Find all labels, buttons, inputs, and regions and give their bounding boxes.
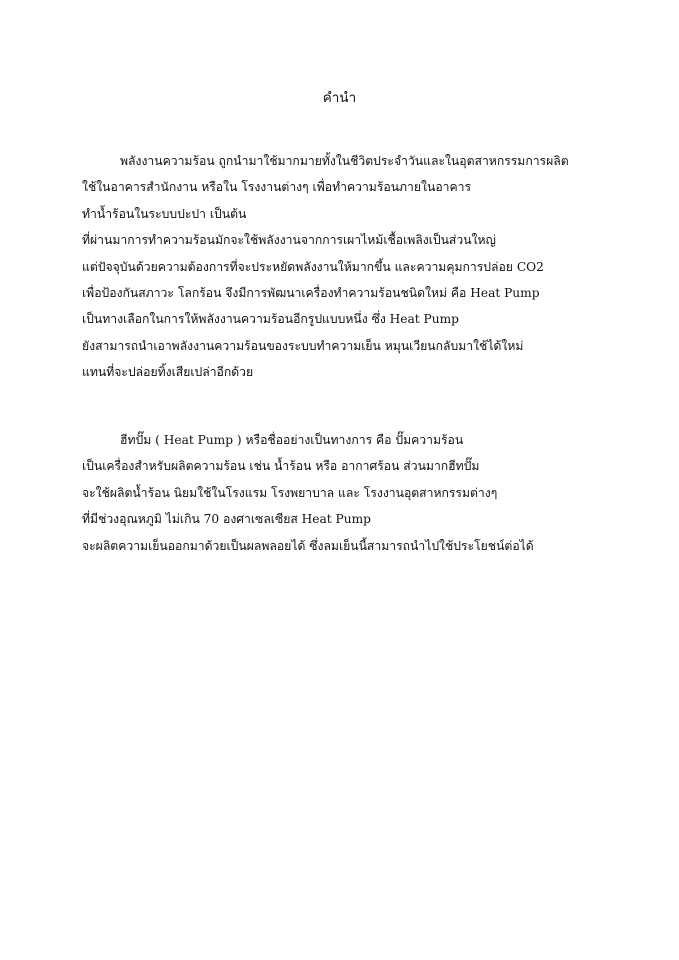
paragraph-line: ใช้ในอาคารสำนักงาน หรือใน โรงงานต่างๆ เพื่อทำความร้อนภายในอาคาร [82, 180, 472, 195]
paragraph-line: พลังงานความร้อน ถูกนำมาใช้มากมายทั้งในชีวิตประจำวันและในอุตสาหกรรมการผลิต [120, 154, 569, 168]
paragraph-line: ที่ผ่านมาการทำความร้อนมักจะใช้พลังงานจากการเผาไหม้เชื้อเพลิงเป็นส่วนใหญ่ [82, 233, 496, 248]
paragraph-line: ยังสามารถนำเอาพลังงานความร้อนของระบบทำความเย็น หมุนเวียนกลับมาใช้ได้ใหม่ [82, 338, 524, 353]
paragraph-line: ฮีทปั๊ม ( Heat Pump ) หรือชื่ออย่างเป็นทางการ คือ ปั๊มความร้อน [120, 433, 464, 447]
paragraph-line: เป็นเครื่องสำหรับผลิตความร้อน เช่น น้ำร้อน หรือ อากาศร้อน ส่วนมากฮีทปั๊ม [82, 459, 480, 474]
paragraph-line: เพื่อป้องกันสภาวะ โลกร้อน จึงมีการพัฒนาเครื่องทำความร้อนชนิดใหม่ คือ Heat Pump [82, 285, 540, 300]
paragraph-line: จะผลิตความเย็นออกมาด้วยเป็นผลพลอยได้ ซึ่งลมเย็นนี้สามารถนำไปใช้ประโยชน์ต่อได้ [82, 538, 534, 553]
paragraph-introduction [82, 148, 602, 386]
paragraph-line: เป็นทางเลือกในการให้พลังงานความร้อนอีกรูปแบบหนึ่ง ซึ่ง Heat Pump [82, 312, 459, 327]
paragraph-line: แทนที่จะปล่อยทิ้งเสียเปล่าอีกด้วย [82, 365, 254, 380]
paragraph-heat-pump [82, 427, 602, 559]
paragraph-line: ทำน้ำร้อนในระบบปะปา เป็นต้น [82, 206, 247, 221]
paragraph-line: แต่ปัจจุบันด้วยความต้องการที่จะประหยัดพลังงานให้มากขึ้น และความคุมการปล่อย CO2 [82, 259, 544, 274]
paragraph-line: จะใช้ผลิตน้ำร้อน นิยมใช้ในโรงแรม โรงพยาบาล และ โรงงานอุตสาหกรรมต่างๆ [82, 485, 498, 500]
paragraph-line: ที่มีช่วงอุณหภูมิ ไม่เกิน 70 องศาเซลเซียส Heat Pump [82, 512, 371, 527]
page-title: คำนำ [322, 90, 357, 106]
